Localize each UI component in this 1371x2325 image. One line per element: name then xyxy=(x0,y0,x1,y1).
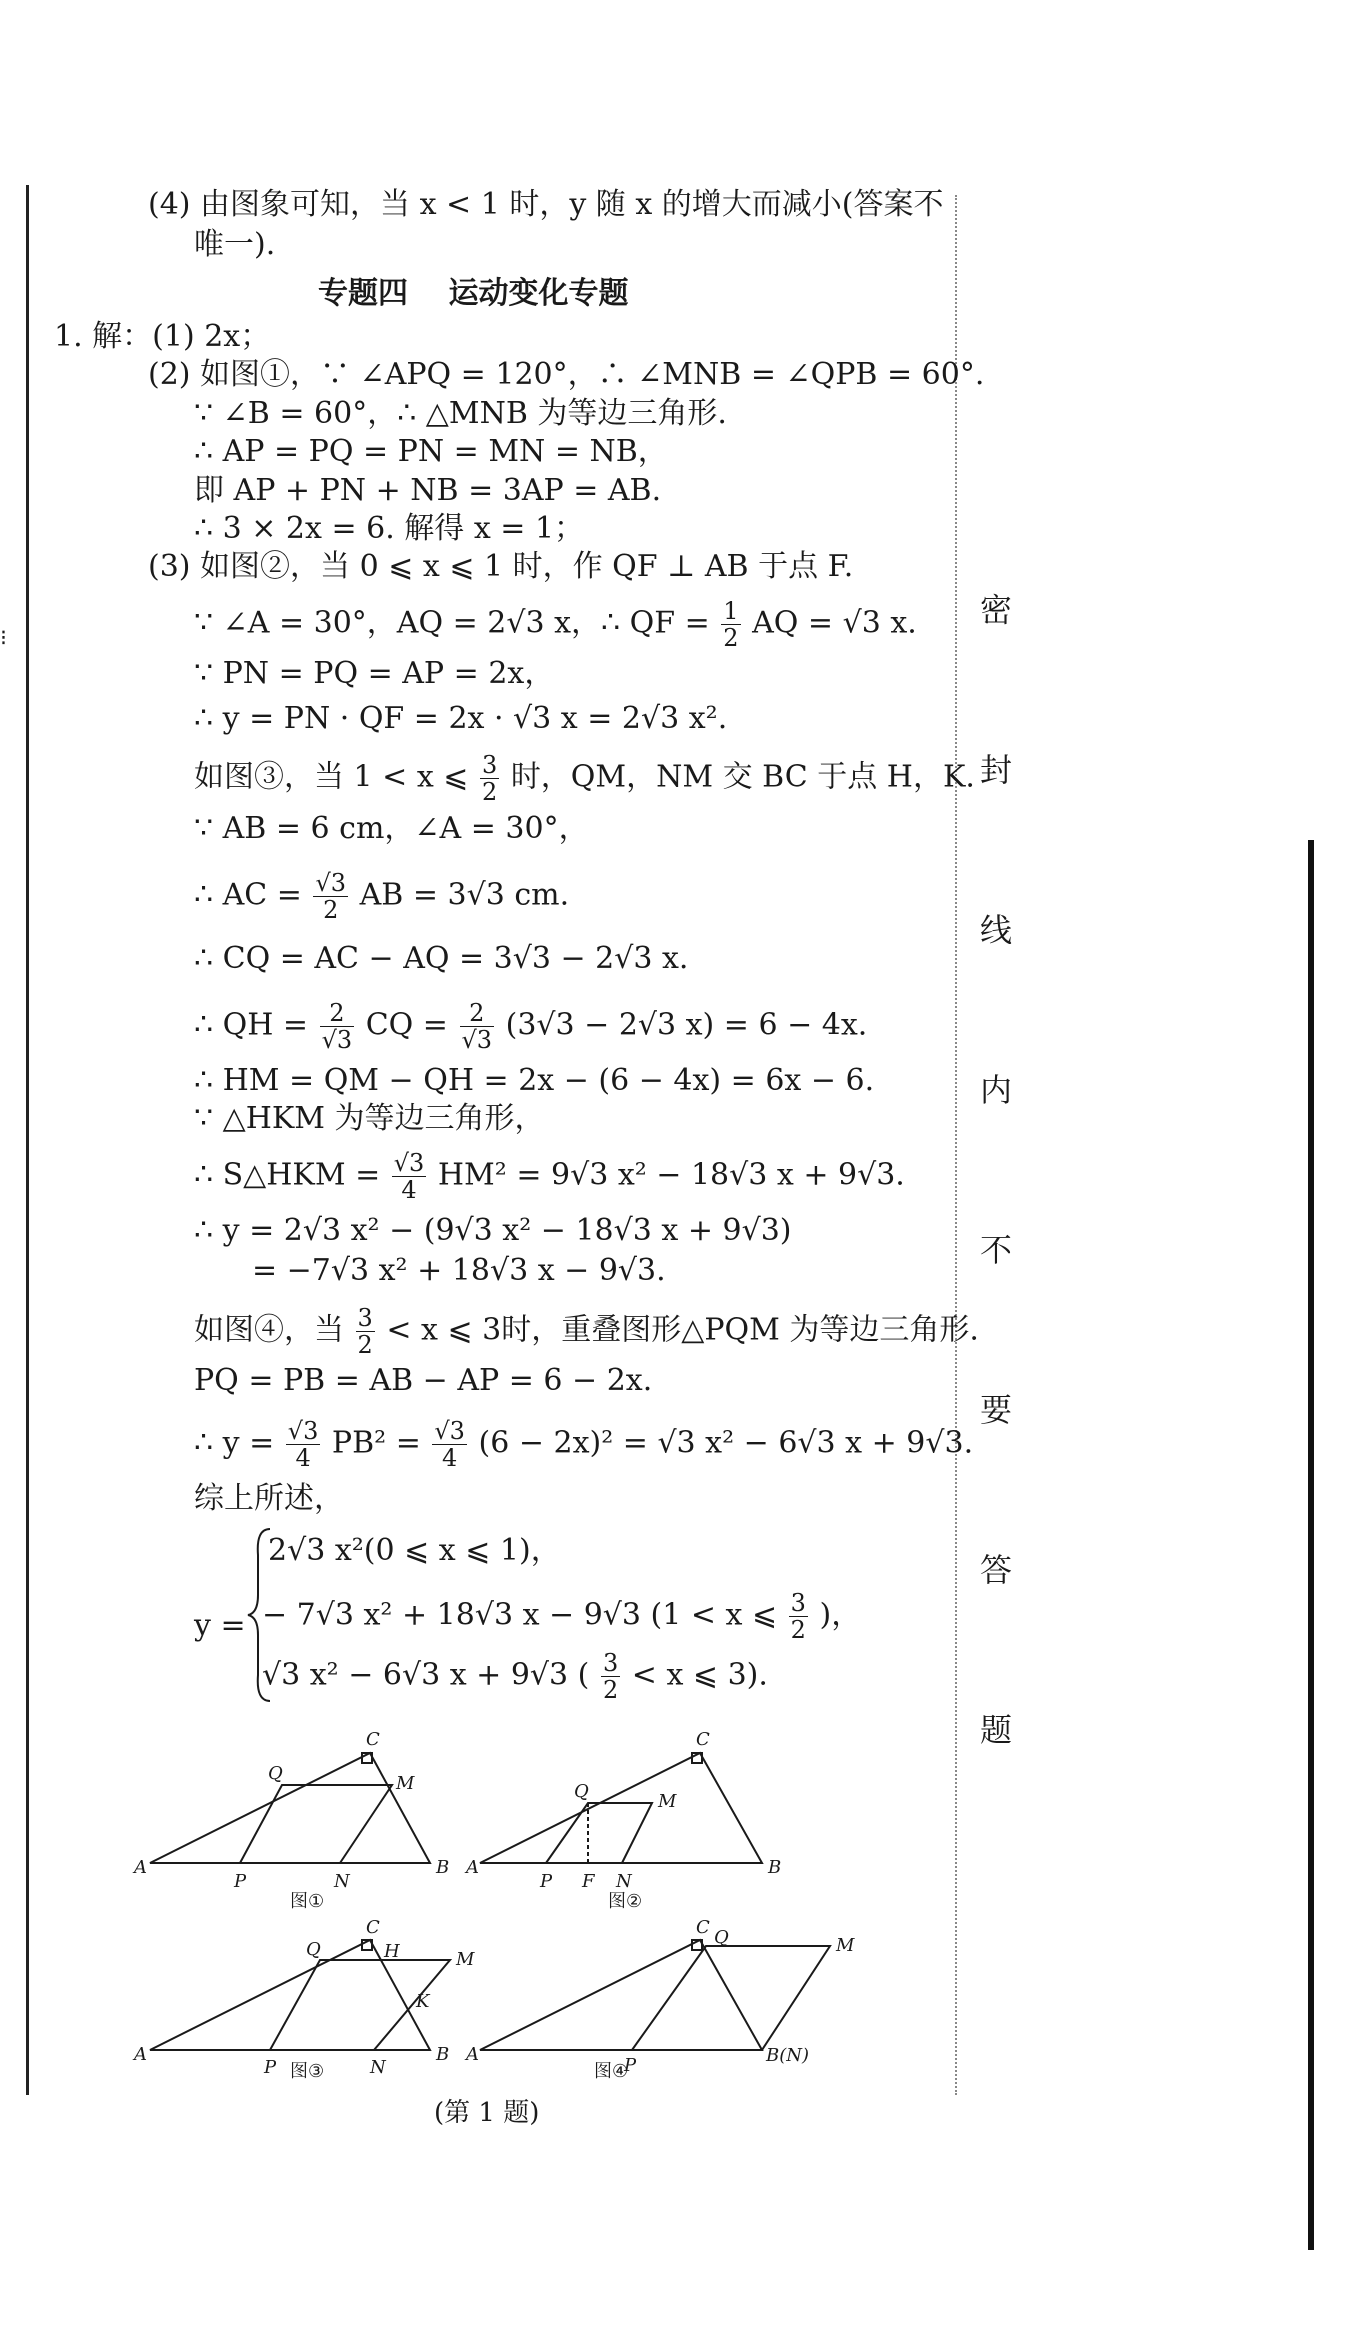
fig1-label-a: A xyxy=(134,1857,147,1878)
sol-line-23b: PB² = xyxy=(331,1425,421,1461)
piece-3b: < x ⩽ 3). xyxy=(631,1657,768,1693)
fraction-root3-over-4-b: $\frac{√3}{4}$ xyxy=(287,1417,319,1472)
page-edge-shadow xyxy=(1308,840,1314,2250)
fraction-2-over-root3-a: $\frac{2}{√3}$ xyxy=(321,999,353,1054)
fig2-triangle-abc xyxy=(480,1753,762,1863)
sol-line-15c: (3√3 − 2√3 x) = 6 − 4x. xyxy=(505,1007,868,1043)
fraction-three-halves: $\frac{3}{2}$ xyxy=(481,751,498,806)
sol-line-23a: ∴ y = xyxy=(194,1425,275,1461)
fig1-label-c: C xyxy=(366,1729,380,1750)
fig3-label-p: P xyxy=(264,2057,277,2078)
fig3-label-h: H xyxy=(384,1941,400,1962)
seal-char-6: 要 xyxy=(980,1391,1013,1429)
fig4-label-q: Q xyxy=(714,1927,729,1948)
fig2-label-b: B xyxy=(768,1857,782,1878)
sol-line-18a: ∴ S△HKM = xyxy=(194,1157,381,1193)
fig1-caption: 图① xyxy=(290,1891,325,1912)
fig3-caption: 图③ xyxy=(290,2061,325,2082)
fig4-triangle-abc xyxy=(480,1940,762,2050)
fig2-label-f: F xyxy=(582,1871,595,1892)
sol-line-21a: 如图④，当 xyxy=(194,1312,344,1348)
sol-line-24: 综上所述， xyxy=(194,1481,344,1516)
seal-char-5: 不 xyxy=(980,1231,1013,1269)
fig3-label-m: M xyxy=(456,1949,475,1970)
sol-line-22: PQ = PB = AB − AP = 6 − 2x. xyxy=(194,1363,653,1398)
fig2-label-c: C xyxy=(696,1729,710,1750)
fig4-label-a: A xyxy=(466,2044,479,2065)
sol-line-10: ∴ y = PN · QF = 2x · √3 x = 2√3 x². xyxy=(194,701,728,736)
fraction-root3-over-2: $\frac{√3}{2}$ xyxy=(315,869,347,924)
sol-line-13b: AB = 3√3 cm. xyxy=(359,877,570,913)
piece-2b: )， xyxy=(819,1597,862,1633)
fraction-three-halves-b: $\frac{3}{2}$ xyxy=(357,1304,373,1359)
sol-line-21 xyxy=(194,1305,979,1358)
sol-line-8a: ∵ ∠A = 30°，AQ = 2√3 x，∴ QF = xyxy=(194,605,710,641)
fraction-root3-over-4-a: $\frac{√3}{4}$ xyxy=(393,1149,425,1204)
sol-line-4: ∴ AP = PQ = PN = MN = NB， xyxy=(194,434,668,469)
sol-line-17: ∵ △HKM 为等边三角形， xyxy=(194,1101,545,1136)
fig3-label-q: Q xyxy=(306,1939,321,1960)
piece-3 xyxy=(262,1650,768,1703)
fraction-2-over-root3-b: $\frac{2}{√3}$ xyxy=(461,999,493,1054)
fig4-label-c: C xyxy=(696,1917,710,1938)
geometry-figures xyxy=(130,1715,855,2095)
fig2-label-m: M xyxy=(658,1791,677,1812)
seal-char-7: 答 xyxy=(980,1551,1013,1589)
fig4-caption: 图④ xyxy=(594,2061,629,2082)
fig1-label-n: N xyxy=(334,1871,350,1892)
problem-caption: (第 1 题) xyxy=(434,2098,540,2128)
sol-line-6: ∴ 3 × 2x = 6. 解得 x = 1； xyxy=(194,511,585,546)
sol-line-14: ∴ CQ = AC − AQ = 3√3 − 2√3 x. xyxy=(194,941,689,976)
fig4-label-m: M xyxy=(836,1935,855,1956)
seal-char-8: 题 xyxy=(980,1711,1013,1749)
seal-char-3: 线 xyxy=(980,911,1013,949)
sol-line-9: ∵ PN = PQ = AP = 2x， xyxy=(194,656,555,691)
fig1-rhombus xyxy=(240,1785,392,1863)
fraction-three-halves-c: $\frac{3}{2}$ xyxy=(790,1589,806,1644)
fig4-label-bn: B(N) xyxy=(766,2045,810,2066)
seal-char-1: 密 xyxy=(980,591,1013,629)
seal-dotted-line xyxy=(955,195,957,2095)
fig4-rhombus xyxy=(632,1946,830,2050)
sol-line-21b: < x ⩽ 3时，重叠图形△PQM 为等边三角形. xyxy=(386,1312,979,1348)
fig1-label-p: P xyxy=(234,1871,247,1892)
sol-line-15a: ∴ QH = xyxy=(194,1007,309,1043)
fig1-label-q: Q xyxy=(268,1763,283,1784)
sol-line-19: ∴ y = 2√3 x² − (9√3 x² − 18√3 x + 9√3) xyxy=(194,1213,792,1248)
fig4-label-p: P xyxy=(624,2055,637,2076)
sol-line-23 xyxy=(194,1418,973,1471)
sol-line-23c: (6 − 2x)² = √3 x² − 6√3 x + 9√3. xyxy=(478,1425,974,1461)
sol-line-8 xyxy=(194,598,917,651)
sol-line-13 xyxy=(194,870,569,923)
sol-line-11b: 时，QM，NM 交 BC 于点 H，K. xyxy=(510,759,975,795)
fraction-three-halves-d: $\frac{3}{2}$ xyxy=(602,1649,619,1704)
item4-line1: (4) 由图象可知，当 x < 1 时，y 随 x 的增大而减小(答案不 xyxy=(148,187,944,222)
section-title: 专题四 运动变化专题 xyxy=(318,276,629,311)
sol-line-12: ∵ AB = 6 cm，∠A = 30°， xyxy=(194,811,589,846)
fraction-root3-over-4-c: $\frac{√3}{4}$ xyxy=(434,1417,465,1472)
fig2-label-a: A xyxy=(466,1857,479,1878)
sol-line-2: (2) 如图①，∵ ∠APQ = 120°，∴ ∠MNB = ∠QPB = 60°. xyxy=(148,357,985,392)
sol-line-7: (3) 如图②，当 0 ⩽ x ⩽ 1 时，作 QF ⊥ AB 于点 F. xyxy=(148,549,854,584)
left-margin-rule xyxy=(26,185,29,2095)
fig1-label-b: B xyxy=(436,1857,450,1878)
piecewise-y: y = xyxy=(194,1608,246,1643)
sol-line-1: 1. 解：(1) 2x； xyxy=(54,319,271,354)
sol-line-15 xyxy=(194,1000,867,1053)
seal-char-4: 内 xyxy=(980,1071,1013,1109)
piece-3a: √3 x² − 6√3 x + 9√3 ( xyxy=(262,1657,590,1693)
left-margin-mark: ⁝ xyxy=(0,626,7,651)
piece-1: 2√3 x²(0 ⩽ x ⩽ 1)， xyxy=(268,1533,561,1568)
sol-line-5: 即 AP + PN + NB = 3AP = AB. xyxy=(194,473,662,508)
sol-line-16: ∴ HM = QM − QH = 2x − (6 − 4x) = 6x − 6. xyxy=(194,1063,875,1098)
fig2-label-p: P xyxy=(540,1871,553,1892)
sol-line-18b: HM² = 9√3 x² − 18√3 x + 9√3. xyxy=(437,1157,905,1193)
fig2-rhombus xyxy=(546,1803,652,1863)
fraction-one-half: $\frac{1}{2}$ xyxy=(723,597,739,652)
seal-char-2: 封 xyxy=(980,751,1013,789)
fig1-triangle-abc xyxy=(150,1753,430,1863)
fig2-label-n: N xyxy=(616,1871,632,1892)
fig1-label-m: M xyxy=(396,1773,415,1794)
sol-line-11 xyxy=(194,752,975,805)
fig2-caption: 图② xyxy=(608,1891,643,1912)
sol-line-20: = −7√3 x² + 18√3 x − 9√3. xyxy=(252,1253,666,1288)
sol-line-18 xyxy=(194,1150,905,1203)
fig3-label-c: C xyxy=(366,1917,380,1938)
fig2-label-q: Q xyxy=(574,1781,589,1802)
item4-line2: 唯一). xyxy=(194,227,276,262)
fig3-label-a: A xyxy=(134,2044,147,2065)
sol-line-13a: ∴ AC = xyxy=(194,877,302,913)
fig3-label-k: K xyxy=(416,1991,430,2012)
piece-2 xyxy=(262,1590,861,1643)
fig3-label-b: B xyxy=(436,2044,450,2065)
sol-line-11a: 如图③，当 1 < x ⩽ xyxy=(194,759,469,795)
sol-line-3: ∵ ∠B = 60°，∴ △MNB 为等边三角形. xyxy=(194,396,727,431)
sol-line-8b: AQ = √3 x. xyxy=(752,605,917,641)
piece-2a: − 7√3 x² + 18√3 x − 9√3 (1 < x ⩽ xyxy=(262,1597,778,1633)
sol-line-15b: CQ = xyxy=(365,1007,448,1043)
fig3-label-n: N xyxy=(370,2057,386,2078)
